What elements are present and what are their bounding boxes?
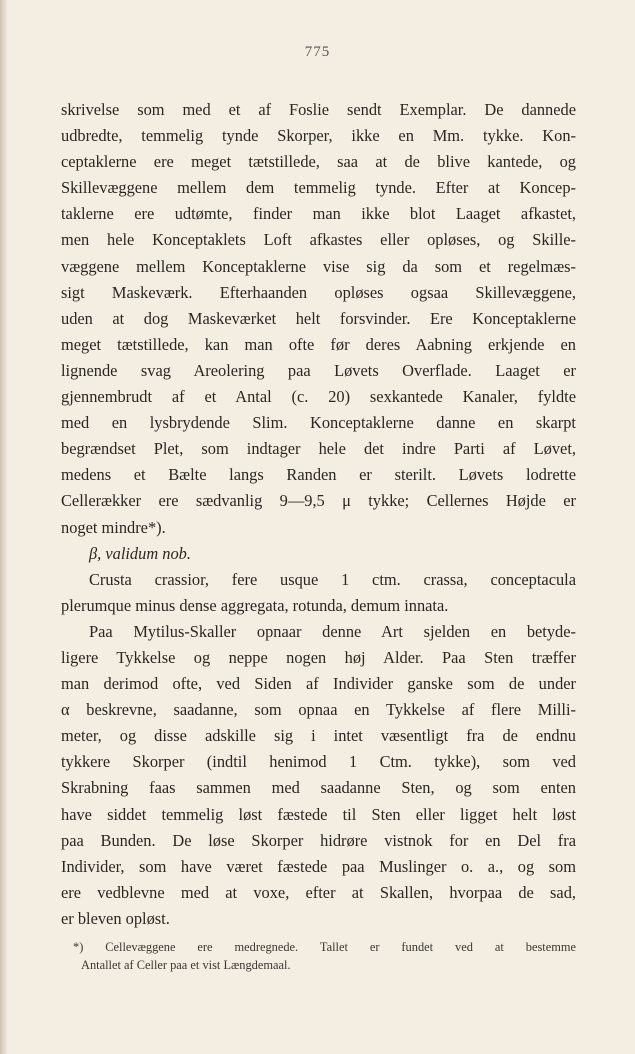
text-line: Cellerækker ere sædvanlig 9—9,5 μ tykke; Cellernes Højde er bbox=[61, 491, 576, 511]
text-line: udbredte, temmelig tynde Skorper, ikke en Mm. tykke. Kon- bbox=[61, 126, 576, 146]
text-line: Paa Mytilus-Skaller opnaar denne Art sjelden en betyde- bbox=[89, 621, 576, 641]
text-line: man derimod ofte, ved Siden af Individer ganske som de under bbox=[61, 674, 576, 694]
text-line: er bleven opløst. bbox=[61, 908, 170, 928]
page-edge-shadow bbox=[0, 0, 8, 1054]
text-line: Individer, som have været fæstede paa Muslinger o. a., og som bbox=[61, 856, 576, 876]
text-line: Skrabning faas sammen med saadanne Sten, og som enten bbox=[61, 778, 576, 798]
text-line: paa Bunden. De løse Skorper hidrøre vistnok for en Del fra bbox=[61, 830, 576, 850]
text-line: tykkere Skorper (indtil henimod 1 Ctm. tykke), som ved bbox=[61, 752, 576, 772]
text-line: have siddet temmelig løst fæstede til Sten eller ligget helt løst bbox=[61, 804, 576, 824]
text-line: meget tætstillede, kan man ofte før deres Aabning erkjende en bbox=[61, 334, 576, 354]
body-text bbox=[61, 97, 576, 932]
text-line: begrændset Plet, som indtager hele det indre Parti af Løvet, bbox=[61, 439, 576, 459]
page-number: 775 bbox=[304, 44, 331, 60]
footnote-line: *) Cellevæggene ere medregnede. Tallet er fundet ved at bestemme bbox=[73, 940, 576, 954]
text-line: gjennembrudt af et Antal (c. 20) sexkantede Kanaler, fyldte bbox=[61, 387, 576, 407]
latin-diagnosis-line: plerumque minus dense aggregata, rotunda, demum innata. bbox=[61, 595, 449, 615]
text-line: sigt Maskeværk. Efterhaanden opløses ogsaa Skillevæggene, bbox=[61, 282, 576, 302]
text-line: α beskrevne, saadanne, som opnaa en Tykkelse af flere Milli- bbox=[61, 700, 576, 720]
text-line: skrivelse som med et af Foslie sendt Exemplar. De dannede bbox=[61, 100, 576, 119]
text-line: ligere Tykkelse og neppe nogen høj Alder. Paa Sten træffer bbox=[61, 647, 576, 667]
text-line: meter, og disse adskille sig i intet væsentligt fra de endnu bbox=[61, 726, 576, 746]
variety-heading: β, validum nob. bbox=[89, 543, 191, 563]
text-line: lignende svag Areolering paa Løvets Overflade. Laaget er bbox=[61, 360, 576, 380]
text-line: væggene mellem Konceptaklerne vise sig da som et regelmæs- bbox=[61, 256, 576, 276]
footnote-line: Antallet af Celler paa et vist Længdemaal. bbox=[81, 958, 291, 972]
text-line: taklerne ere udtømte, finder man ikke blot Laaget afkastet, bbox=[61, 204, 576, 224]
text-line: noget mindre*). bbox=[61, 517, 166, 537]
footnote bbox=[61, 938, 576, 974]
text-line: Skillevæggene mellem dem temmelig tynde. Efter at Koncep- bbox=[61, 178, 576, 198]
text-line: ceptaklerne ere meget tætstillede, saa at de blive kantede, og bbox=[61, 152, 576, 172]
text-line: med en lysbrydende Slim. Konceptaklerne danne en skarpt bbox=[61, 413, 576, 433]
latin-diagnosis-line: Crusta crassior, fere usque 1 ctm. crassa, conceptacula bbox=[89, 569, 576, 589]
text-line: medens et Bælte langs Randen er sterilt. Løvets lodrette bbox=[61, 465, 576, 485]
text-line: ere vedblevne med at voxe, efter at Skallen, hvorpaa de sad, bbox=[61, 882, 576, 902]
text-line: uden at dog Maskeværket helt forsvinder. Ere Konceptaklerne bbox=[61, 308, 576, 328]
text-line: men hele Konceptaklets Loft afkastes eller opløses, og Skille- bbox=[61, 230, 576, 250]
